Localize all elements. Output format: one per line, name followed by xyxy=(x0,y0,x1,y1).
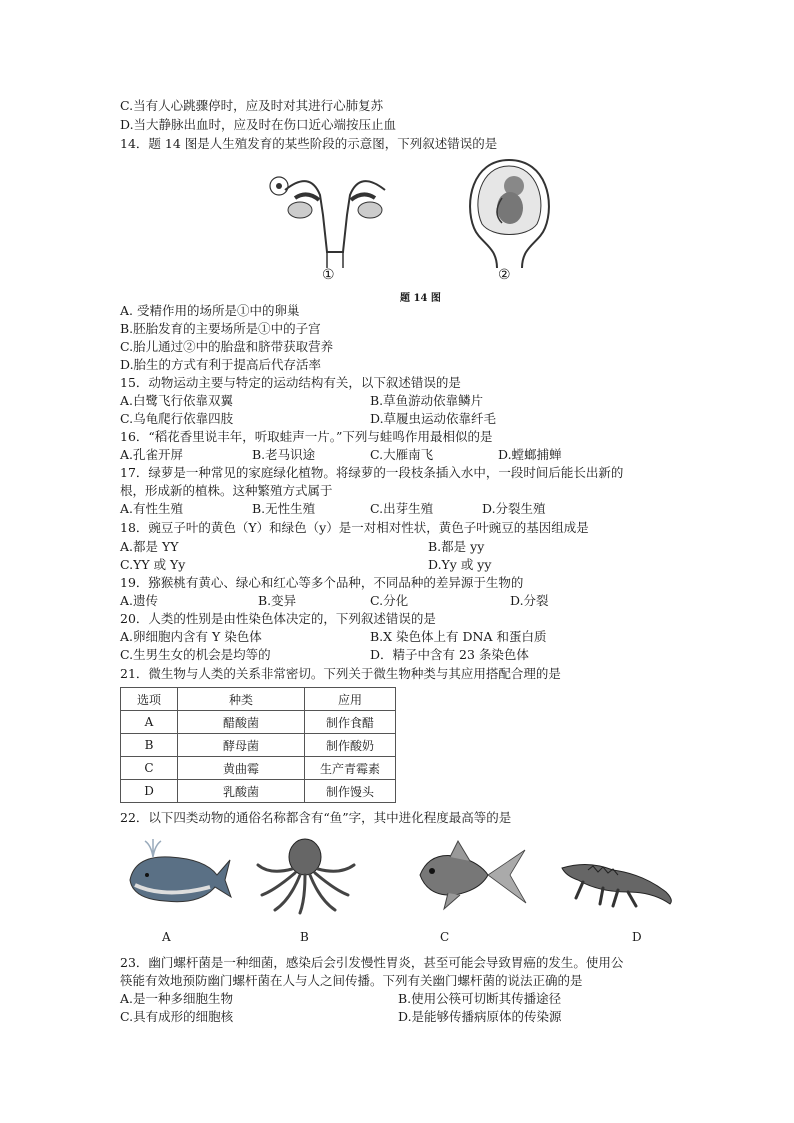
goldfish-icon xyxy=(410,835,530,915)
q16-option-c: C.大雁南飞 xyxy=(370,447,434,462)
uterus-diagram xyxy=(255,160,405,270)
table-cell: 乳酸菌 xyxy=(178,780,305,803)
q19-stem: 19．猕猴桃有黄心、绿心和红心等多个品种，不同品种的差异源于生物的 xyxy=(120,575,524,590)
q18-option-c: C.YY 或 Yy xyxy=(120,557,186,572)
q15-option-a: A.白鹭飞行依靠双翼 xyxy=(120,393,234,408)
table-row xyxy=(121,757,396,780)
q23-option-d: D.是能够传播病原体的传染源 xyxy=(398,1009,562,1024)
table-header: 种类 xyxy=(178,688,305,711)
q18-option-d: D.Yy 或 yy xyxy=(428,557,492,572)
q20-option-a: A.卵细胞内含有 Y 染色体 xyxy=(120,629,262,644)
q13-option-d: D.当大静脉出血时，应及时在伤口近心端按压止血 xyxy=(120,117,397,132)
animal-label-a: A xyxy=(162,930,171,944)
q17-stem-line2: 根，形成新的植株。这种繁殖方式属于 xyxy=(120,483,333,498)
q18-stem: 18．豌豆子叶的黄色（Y）和绿色（y）是一对相对性状，黄色子叶豌豆的基因组成是 xyxy=(120,520,589,535)
q16-option-d: D.螳螂捕蝉 xyxy=(498,447,562,462)
table-cell: 制作酸奶 xyxy=(305,734,396,757)
q17-stem-line1: 17．绿萝是一种常见的家庭绿化植物。将绿萝的一段枝条插入水中，一段时间后能长出新的 xyxy=(120,465,624,480)
table-cell: 酵母菌 xyxy=(178,734,305,757)
q23-option-b: B.使用公筷可切断其传播途径 xyxy=(398,991,562,1006)
fig14-label-2: ② xyxy=(498,267,511,283)
q15-option-c: C.乌龟爬行依靠四肢 xyxy=(120,411,234,426)
table-cell: D xyxy=(121,780,178,803)
q16-stem: 16．“稻花香里说丰年，听取蛙声一片。”下列与蛙鸣作用最相似的是 xyxy=(120,429,493,444)
q16-option-a: A.孔雀开屏 xyxy=(120,447,184,462)
q16-option-b: B.老马识途 xyxy=(252,447,316,462)
q23-stem-line1: 23．幽门螺杆菌是一种细菌，感染后会引发慢性胃炎，甚至可能会导致胃癌的发生。使用公 xyxy=(120,955,624,970)
whale-icon xyxy=(125,835,235,915)
animal-label-c: C xyxy=(440,930,450,944)
q19-option-b: B.变异 xyxy=(258,593,297,608)
table-cell: 黄曲霉 xyxy=(178,757,305,780)
crocodile-icon xyxy=(558,840,678,920)
q23-option-a: A.是一种多细胞生物 xyxy=(120,991,234,1006)
animal-label-b: B xyxy=(300,930,309,944)
table-cell: 生产青霉素 xyxy=(305,757,396,780)
q15-option-d: D.草履虫运动依靠纤毛 xyxy=(370,411,497,426)
q20-stem: 20．人类的性别是由性染色体决定的，下列叙述错误的是 xyxy=(120,611,436,626)
table-cell: 制作馒头 xyxy=(305,780,396,803)
microbe-table xyxy=(120,687,396,803)
table-row xyxy=(121,734,396,757)
q14-option-d: D.胎生的方式有利于提高后代存活率 xyxy=(120,357,322,372)
table-row xyxy=(121,711,396,734)
q21-stem: 21．微生物与人类的关系非常密切。下列关于微生物种类与其应用搭配合理的是 xyxy=(120,666,561,681)
q14-stem: 14．题 14 图是人生殖发育的某些阶段的示意图，下列叙述错误的是 xyxy=(120,136,498,151)
q23-stem-line2: 筷能有效地预防幽门螺杆菌在人与人之间传播。下列有关幽门螺杆菌的说法正确的是 xyxy=(120,973,583,988)
q22-stem: 22．以下四类动物的通俗名称都含有“鱼”字，其中进化程度最高等的是 xyxy=(120,810,512,825)
octopus-icon xyxy=(250,835,360,915)
q14-option-c: C.胎儿通过②中的胎盘和脐带获取营养 xyxy=(120,339,334,354)
table-row xyxy=(121,780,396,803)
q17-option-b: B.无性生殖 xyxy=(252,501,316,516)
q19-option-c: C.分化 xyxy=(370,593,409,608)
fig14-caption: 题 14 图 xyxy=(400,293,441,304)
q19-option-d: D.分裂 xyxy=(510,593,549,608)
table-cell: 制作食醋 xyxy=(305,711,396,734)
q18-option-a: A.都是 YY xyxy=(120,539,179,554)
q15-option-b: B.草鱼游动依靠鳞片 xyxy=(370,393,484,408)
q17-option-a: A.有性生殖 xyxy=(120,501,184,516)
q20-option-b: B.X 染色体上有 DNA 和蛋白质 xyxy=(370,629,547,644)
table-header-row xyxy=(121,688,396,711)
q23-option-c: C.具有成形的细胞核 xyxy=(120,1009,234,1024)
q14-option-a: A. 受精作用的场所是①中的卵巢 xyxy=(120,303,300,318)
q18-option-b: B.都是 yy xyxy=(428,539,485,554)
fig14-label-1: ① xyxy=(322,267,335,283)
table-cell: B xyxy=(121,734,178,757)
q13-option-c: C.当有人心跳骤停时，应及时对其进行心肺复苏 xyxy=(120,98,384,113)
table-cell: C xyxy=(121,757,178,780)
fetus-in-uterus-diagram xyxy=(462,158,557,268)
q17-option-d: D.分裂生殖 xyxy=(482,501,546,516)
table-header: 应用 xyxy=(305,688,396,711)
q17-option-c: C.出芽生殖 xyxy=(370,501,434,516)
animal-label-d: D xyxy=(632,930,642,944)
q20-option-c: C.生男生女的机会是均等的 xyxy=(120,647,271,662)
q14-option-b: B.胚胎发育的主要场所是①中的子宫 xyxy=(120,321,321,336)
q15-stem: 15．动物运动主要与特定的运动结构有关，以下叙述错误的是 xyxy=(120,375,461,390)
table-header: 选项 xyxy=(121,688,178,711)
q19-option-a: A.遗传 xyxy=(120,593,159,608)
table-cell: 醋酸菌 xyxy=(178,711,305,734)
table-cell: A xyxy=(121,711,178,734)
q20-option-d: D．精子中含有 23 条染色体 xyxy=(370,647,529,662)
